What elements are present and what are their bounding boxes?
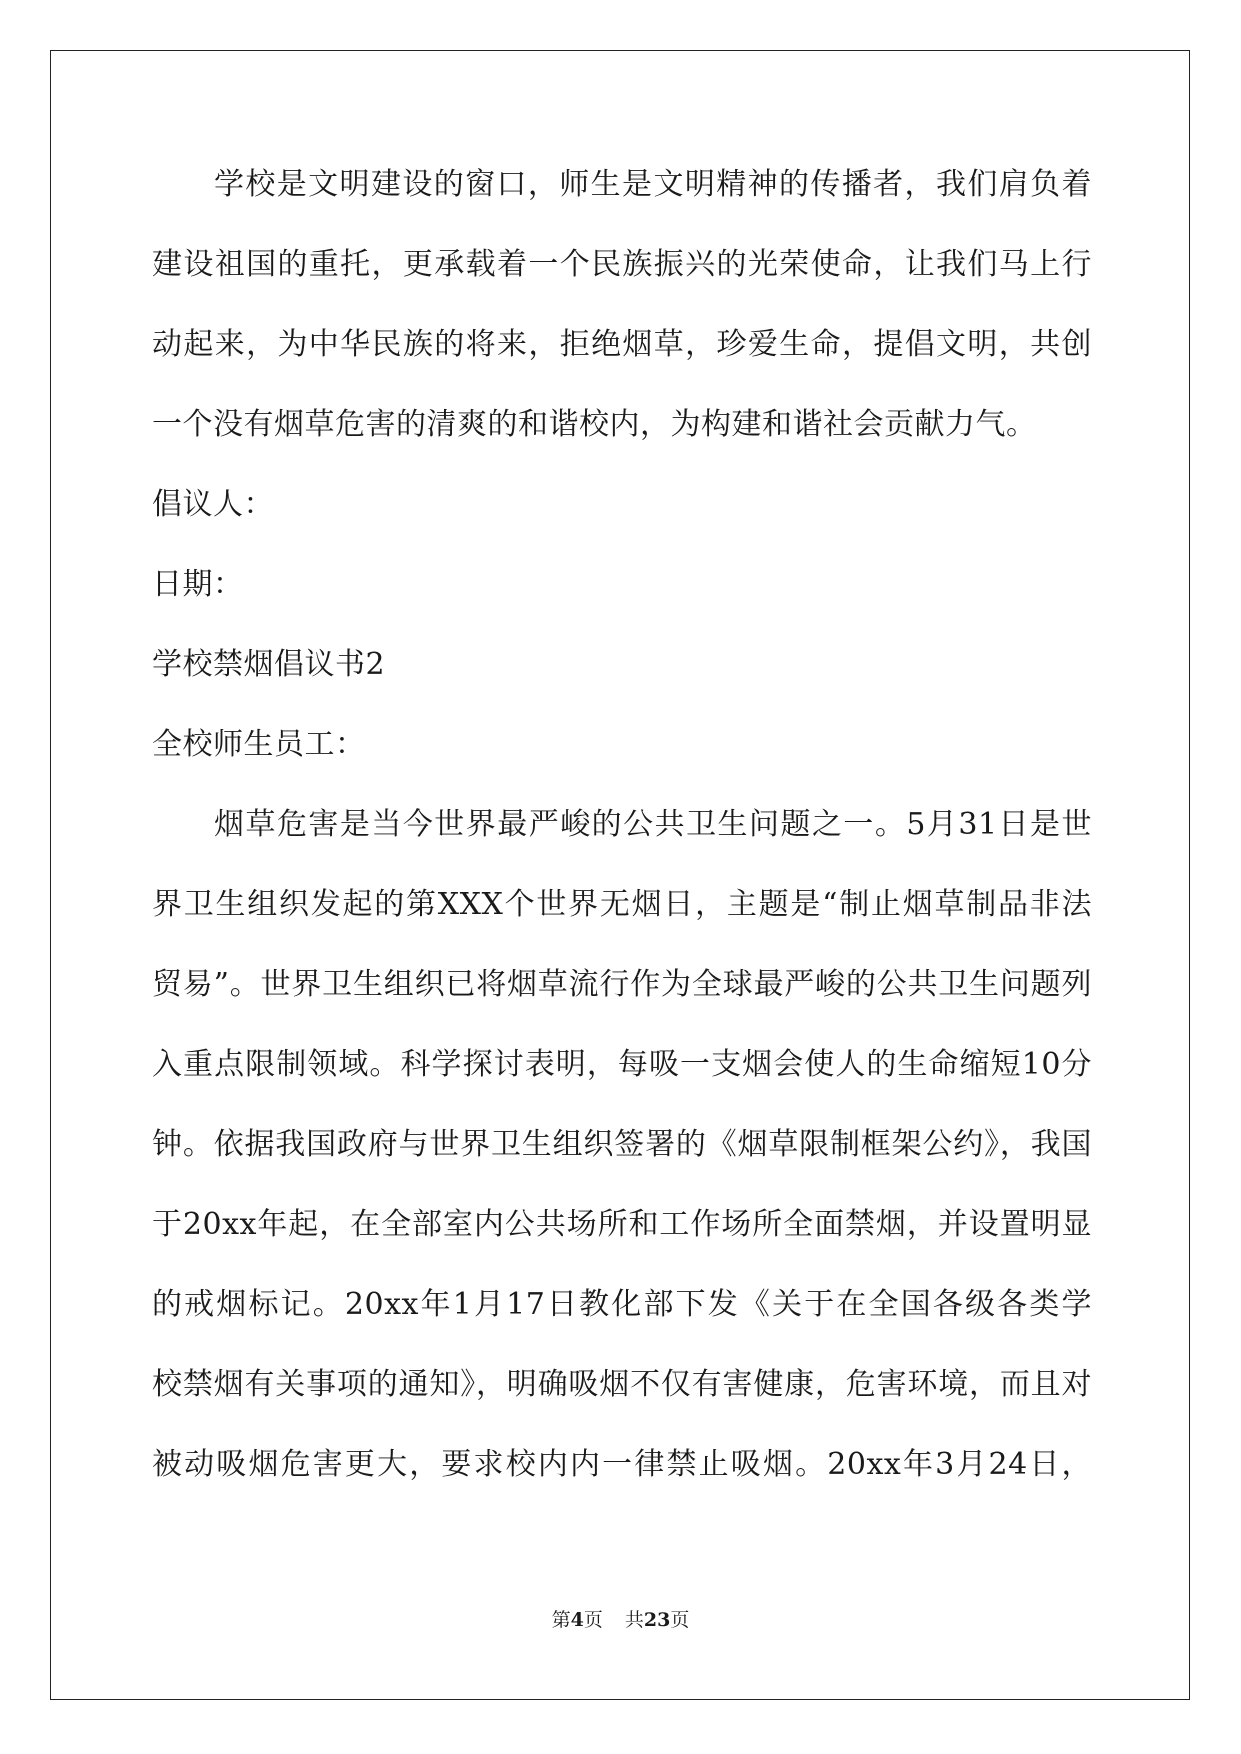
paragraph-line: 于20xx年起，在全部室内公共场所和工作场所全面禁烟，并设置明显 bbox=[152, 1207, 1092, 1242]
page-suffix: 页 bbox=[583, 1609, 603, 1631]
paragraph-line: 一个没有烟草危害的清爽的和谐校内，为构建和谐社会贡献力气。 bbox=[152, 407, 1037, 442]
section-title: 学校禁烟倡议书2 bbox=[152, 647, 386, 682]
paragraph-line: 学校是文明建设的窗口，师生是文明精神的传播者，我们肩负着 bbox=[214, 167, 1092, 202]
page-prefix: 第 bbox=[551, 1609, 571, 1631]
paragraph-line: 贸易”。世界卫生组织已将烟草流行作为全球最严峻的公共卫生问题列 bbox=[152, 967, 1092, 1002]
paragraph-line: 建设祖国的重托，更承载着一个民族振兴的光荣使命，让我们马上行 bbox=[152, 247, 1092, 282]
paragraph-line: 动起来，为中华民族的将来，拒绝烟草，珍爱生命，提倡文明，共创 bbox=[152, 327, 1092, 362]
paragraph-line: 界卫生组织发起的第XXX个世界无烟日，主题是“制止烟草制品非法 bbox=[152, 887, 1092, 922]
paragraph-line: 钟。依据我国政府与世界卫生组织签署的《烟草限制框架公约》，我国 bbox=[152, 1127, 1092, 1162]
date-label: 日期： bbox=[152, 567, 244, 602]
document-body bbox=[152, 162, 1092, 1522]
salutation: 全校师生员工： bbox=[152, 727, 366, 762]
proposer-label: 倡议人： bbox=[152, 487, 274, 522]
paragraph-line: 的戒烟标记。20xx年1月17日教化部下发《关于在全国各级各类学 bbox=[152, 1287, 1092, 1322]
total-prefix: 共 bbox=[624, 1609, 644, 1631]
paragraph-line: 烟草危害是当今世界最严峻的公共卫生问题之一。5月31日是世 bbox=[214, 807, 1092, 842]
paragraph-line: 入重点限制领域。科学探讨表明，每吸一支烟会使人的生命缩短10分 bbox=[152, 1047, 1092, 1082]
page-number: 4 bbox=[570, 1609, 584, 1631]
paragraph-line: 被动吸烟危害更大，要求校内内一律禁止吸烟。20xx年3月24日， bbox=[152, 1447, 1092, 1482]
page-footer bbox=[0, 1608, 1241, 1632]
paragraph-line: 校禁烟有关事项的通知》，明确吸烟不仅有害健康，危害环境，而且对 bbox=[152, 1367, 1092, 1402]
total-suffix: 页 bbox=[670, 1609, 690, 1631]
total-pages: 23 bbox=[643, 1609, 671, 1631]
